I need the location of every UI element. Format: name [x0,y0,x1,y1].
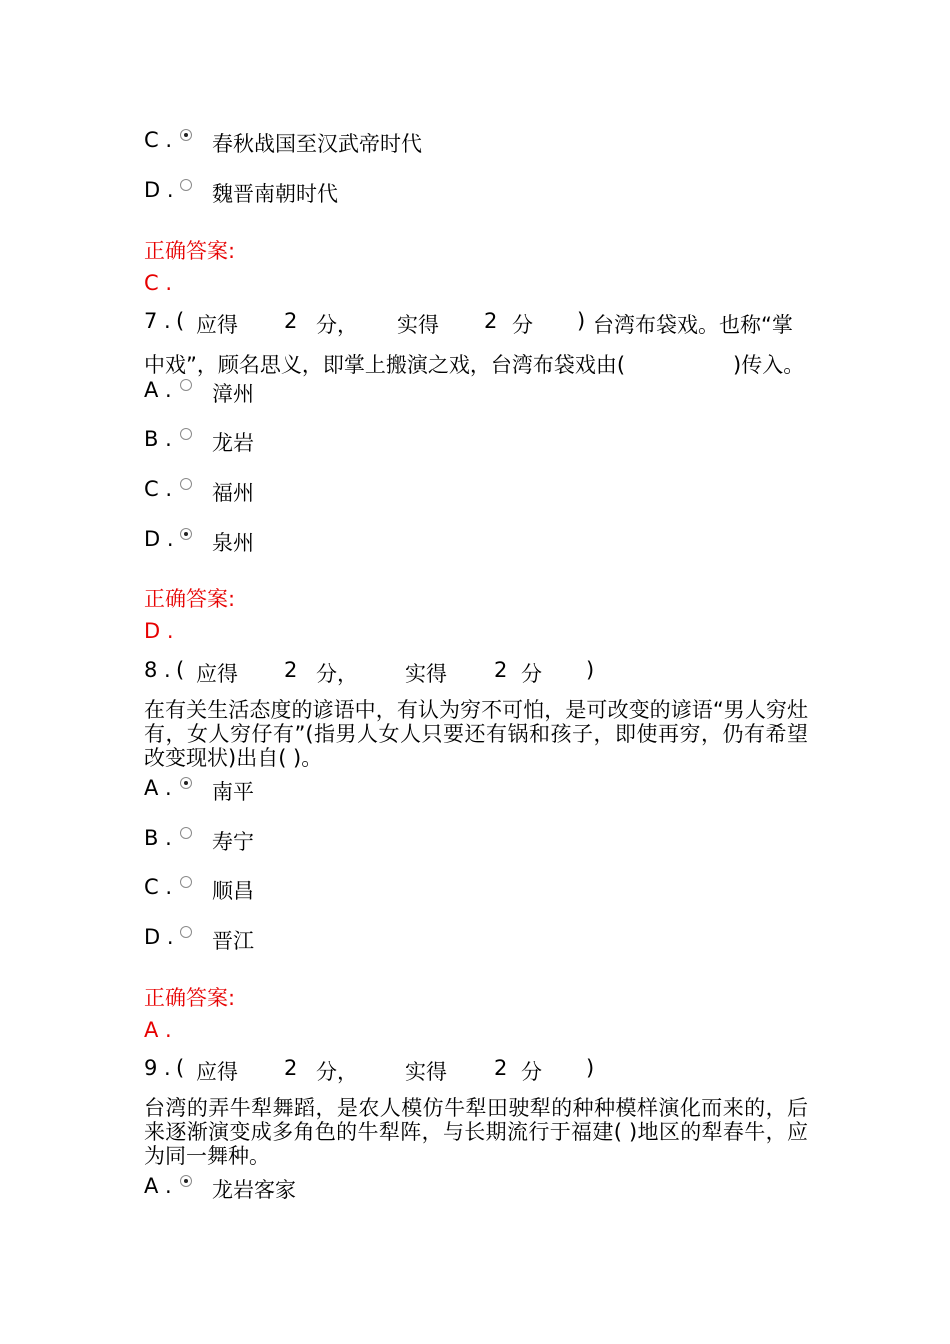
should-score-label: 应得 [196,1060,238,1084]
score-unit: 分 [521,662,542,686]
radio-unchecked[interactable] [180,179,192,191]
radio-checked[interactable] [180,129,192,141]
should-score: 2 [284,309,298,333]
score-unit: 分 [521,1060,542,1084]
radio-unchecked[interactable] [180,876,192,888]
correct-answer: C . [144,271,173,295]
correct-answer-label: 正确答案: [144,239,236,263]
score-unit: 分， [316,662,358,686]
option-letter: D . [144,925,174,949]
correct-answer-label: 正确答案: [144,587,236,611]
option-letter: C . [144,477,173,501]
option-text: 漳州 [212,382,254,406]
question-stem: 中戏”，顾名思义，即掌上搬演之戏，台湾布袋戏由( [144,353,626,377]
paren-close: ) [586,1056,595,1080]
got-score-label: 实得 [405,1060,447,1084]
got-score-label: 实得 [405,662,447,686]
correct-answer: D . [144,619,174,643]
question-number: 8 . [144,658,171,682]
option-text: 龙岩客家 [212,1178,296,1202]
paren-close: ) [586,658,595,682]
got-score: 2 [484,309,498,333]
option-text: 寿宁 [212,830,254,854]
radio-unchecked[interactable] [180,428,192,440]
paren-close: ) [577,309,586,333]
option-letter: B . [144,826,172,850]
got-score: 2 [494,658,508,682]
option-text: 龙岩 [212,431,254,455]
option-text: 福州 [212,481,254,505]
score-unit: 分 [512,313,533,337]
question-stem: 在有关生活态度的谚语中，有认为穷不可怕，是可改变的谚语“男人穷灶有，女人穷仔有”(指男人女人只要还有锅和孩子，即使再穷，仍有希望改变现状)出自( )。 [144,698,808,770]
score-unit: 分， [316,313,358,337]
option-letter: D . [144,178,174,202]
got-score: 2 [494,1056,508,1080]
correct-answer: A . [144,1018,172,1042]
should-score-label: 应得 [196,662,238,686]
question-stem: 台湾的弄牛犁舞蹈，是农人模仿牛犁田驶犁的种种模样演化而来的，后来逐渐演变成多角色的牛犁阵，与长期流行于福建( )地区的犁春牛，应为同一舞种。 [144,1096,808,1168]
option-text: 魏晋南朝时代 [212,182,338,206]
option-letter: C . [144,128,173,152]
option-letter: A . [144,776,172,800]
option-text: 春秋战国至汉武帝时代 [212,132,422,156]
paren-open: ( [176,309,185,333]
radio-unchecked[interactable] [180,478,192,490]
radio-checked[interactable] [180,777,192,789]
paren-open: ( [176,658,185,682]
option-letter: D . [144,527,174,551]
question-number: 7 . [144,309,171,333]
paren-open: ( [176,1056,185,1080]
option-text: 南平 [212,780,254,804]
option-letter: A . [144,1174,172,1198]
question-stem: )传入。 [733,353,805,377]
option-text: 泉州 [212,531,254,555]
radio-unchecked[interactable] [180,827,192,839]
option-letter: B . [144,427,172,451]
option-letter: A . [144,378,172,402]
question-stem: 台湾布袋戏。也称“掌 [593,313,793,337]
should-score: 2 [284,1056,298,1080]
got-score-label: 实得 [397,313,439,337]
radio-unchecked[interactable] [180,926,192,938]
radio-checked[interactable] [180,1175,192,1187]
should-score-label: 应得 [196,313,238,337]
option-text: 晋江 [212,929,254,953]
radio-checked[interactable] [180,528,192,540]
score-unit: 分， [316,1060,358,1084]
option-text: 顺昌 [212,879,254,903]
should-score: 2 [284,658,298,682]
radio-unchecked[interactable] [180,379,192,391]
correct-answer-label: 正确答案: [144,986,236,1010]
option-letter: C . [144,875,173,899]
question-number: 9 . [144,1056,171,1080]
